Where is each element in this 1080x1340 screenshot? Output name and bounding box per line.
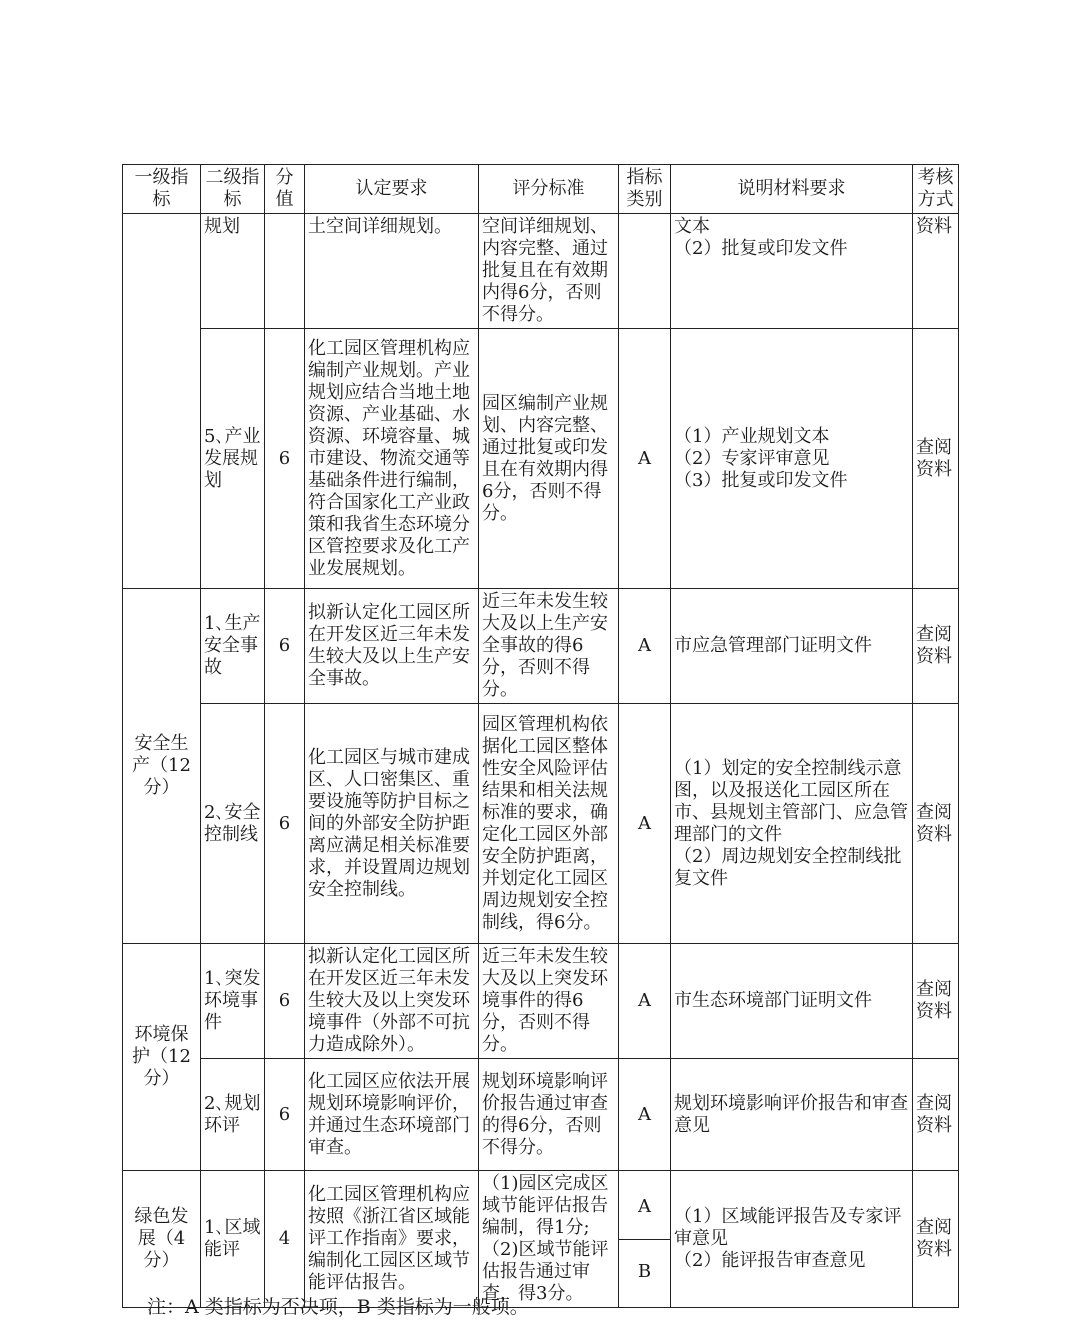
requirement-cell: 拟新认定化工园区所在开发区近三年未发生较大及以上突发环境事件（外部不可抗力造成除外）。 [305, 944, 479, 1059]
level1-cell: 绿色发展（4分） [123, 1171, 201, 1308]
standard-cell: 规划环境影响评价报告通过审查的得6分，否则不得分。 [479, 1059, 619, 1171]
method-cell: 查阅资料 [913, 1059, 959, 1171]
score-cell [265, 214, 305, 329]
header-category: 指标类别 [619, 165, 671, 214]
level1-cell [123, 214, 201, 589]
materials-cell: 规划环境影响评价报告和审查意见 [671, 1059, 913, 1171]
indicator-table [122, 164, 959, 1308]
materials-cell: 市应急管理部门证明文件 [671, 589, 913, 704]
score-cell: 6 [265, 329, 305, 589]
level2-cell: 2､安全控制线 [201, 704, 265, 944]
table-row [123, 589, 959, 704]
header-level2: 二级指标 [201, 165, 265, 214]
materials-cell: 文本 （2）批复或印发文件 [671, 214, 913, 329]
category-cell [619, 214, 671, 329]
category-a: A [619, 1175, 670, 1240]
table-row [123, 329, 959, 589]
standard-cell: 空间详细规划、内容完整、通过批复且在有效期内得6分，否则不得分。 [479, 214, 619, 329]
standard-cell: （1)园区完成区域节能评估报告编制，得1分; （2)区域节能评估报告通过审查，得3分。 [479, 1171, 619, 1308]
header-requirement: 认定要求 [305, 165, 479, 214]
header-method: 考核方式 [913, 165, 959, 214]
level2-cell: 2､规划环评 [201, 1059, 265, 1171]
footnote: 注：A 类指标为否决项，B 类指标为一般项。 [147, 1296, 529, 1318]
materials-cell: 市生态环境部门证明文件 [671, 944, 913, 1059]
category-cell: A [619, 704, 671, 944]
level2-cell: 规划 [201, 214, 265, 329]
standard-cell: 近三年未发生较大及以上生产安全事故的得6分，否则不得分。 [479, 589, 619, 704]
level2-cell: 5､产业发展规划 [201, 329, 265, 589]
level2-cell: 1､区域能评 [201, 1171, 265, 1308]
requirement-cell: 化工园区应依法开展规划环境影响评价，并通过生态环境部门审查。 [305, 1059, 479, 1171]
score-cell: 6 [265, 704, 305, 944]
table-row [123, 214, 959, 329]
requirement-cell: 化工园区管理机构应按照《浙江省区域能评工作指南》要求，编制化工园区区域节能评估报告。 [305, 1171, 479, 1308]
standard-cell: 园区编制产业规划、内容完整、通过批复或印发且在有效期内得6分，否则不得分。 [479, 329, 619, 589]
score-cell: 6 [265, 589, 305, 704]
table-row [123, 1171, 959, 1308]
method-cell: 查阅资料 [913, 589, 959, 704]
requirement-cell: 拟新认定化工园区所在开发区近三年未发生较大及以上生产安全事故。 [305, 589, 479, 704]
requirement-cell: 土空间详细规划。 [305, 214, 479, 329]
level1-cell: 环境保护（12分） [123, 944, 201, 1171]
method-cell: 查阅资料 [913, 704, 959, 944]
standard-cell: 园区管理机构依据化工园区整体性安全风险评估结果和相关法规标准的要求，确定化工园区外部安全防护距离，并划定化工园区周边规划安全控制线，得6分。 [479, 704, 619, 944]
table-row [123, 1059, 959, 1171]
category-cell: A [619, 1059, 671, 1171]
table-row [123, 704, 959, 944]
category-cell: A [619, 329, 671, 589]
score-cell: 4 [265, 1171, 305, 1308]
category-cell: A [619, 944, 671, 1059]
header-row [123, 165, 959, 214]
score-cell: 6 [265, 944, 305, 1059]
method-cell: 资料 [913, 214, 959, 329]
category-cell [619, 1171, 671, 1308]
score-cell: 6 [265, 1059, 305, 1171]
header-materials: 说明材料要求 [671, 165, 913, 214]
header-score: 分值 [265, 165, 305, 214]
materials-cell: （1）产业规划文本 （2）专家评审意见 （3）批复或印发文件 [671, 329, 913, 589]
header-standard: 评分标准 [479, 165, 619, 214]
level2-cell: 1､生产安全事故 [201, 589, 265, 704]
materials-cell: （1）划定的安全控制线示意图，以及报送化工园区所在市、县规划主管部门、应急管理部门的文件 （2）周边规划安全控制线批复文件 [671, 704, 913, 944]
header-level1: 一级指标 [123, 165, 201, 214]
method-cell: 查阅资料 [913, 329, 959, 589]
level2-cell: 1､突发环境事件 [201, 944, 265, 1059]
category-cell: A [619, 589, 671, 704]
table-row [123, 944, 959, 1059]
requirement-cell: 化工园区与城市建成区、人口密集区、重要设施等防护目标之间的外部安全防护距离应满足相关标准要求，并设置周边规划安全控制线。 [305, 704, 479, 944]
category-b: B [637, 1260, 652, 1282]
standard-cell: 近三年未发生较大及以上突发环境事件的得6分，否则不得分。 [479, 944, 619, 1059]
level1-cell: 安全生产（12分） [123, 589, 201, 944]
method-cell: 查阅资料 [913, 1171, 959, 1308]
requirement-cell: 化工园区管理机构应编制产业规划。产业规划应结合当地土地资源、产业基础、水资源、环境容量、城市建设、物流交通等基础条件进行编制，符合国家化工产业政策和我省生态环境分区管控要求及化工产业发展规划。 [305, 329, 479, 589]
method-cell: 查阅资料 [913, 944, 959, 1059]
materials-cell: （1）区域能评报告及专家评审意见 （2）能评报告审查意见 [671, 1171, 913, 1308]
